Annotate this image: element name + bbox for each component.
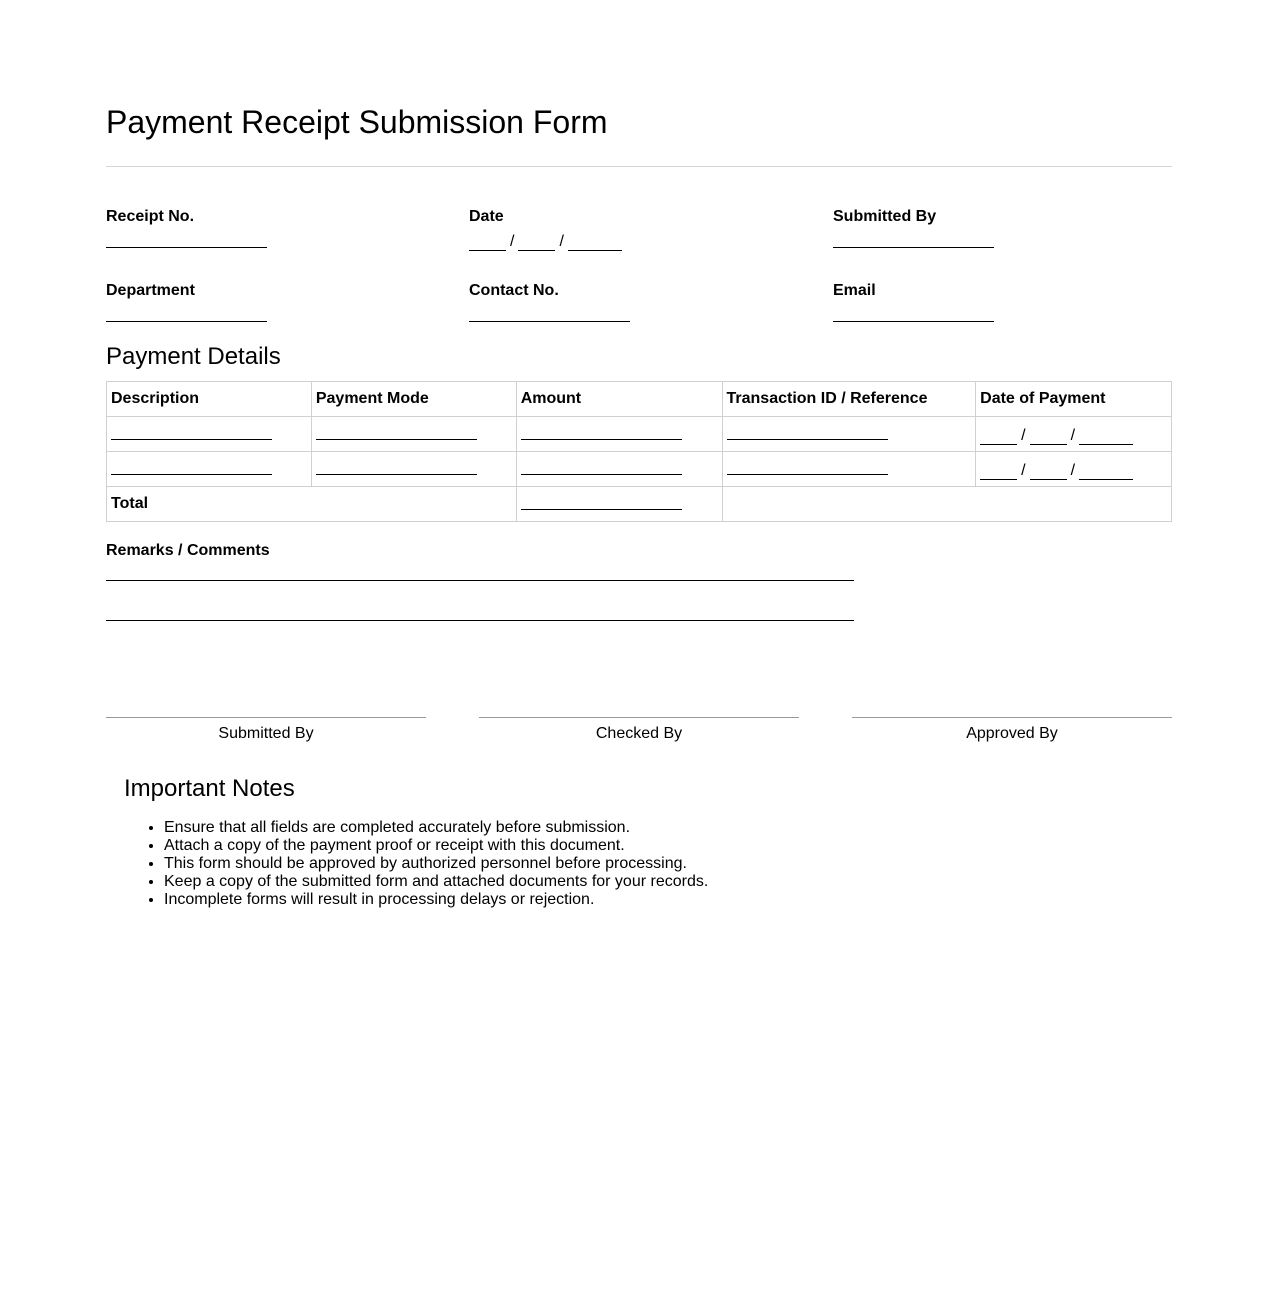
transaction-id-input[interactable] bbox=[727, 474, 888, 475]
date-month-blank[interactable] bbox=[1030, 463, 1067, 480]
column-header-transaction-id: Transaction ID / Reference bbox=[722, 382, 976, 417]
signature-approved-by bbox=[852, 717, 1172, 743]
table-row bbox=[107, 452, 1172, 487]
payment-details-heading: Payment Details bbox=[106, 343, 281, 370]
department-field bbox=[106, 282, 267, 322]
date-separator: / bbox=[1021, 461, 1026, 479]
date-day-blank[interactable] bbox=[980, 463, 1017, 480]
signature-label: Submitted By bbox=[218, 725, 314, 742]
receipt-no-field bbox=[106, 208, 267, 248]
list-item: • Ensure that all fields are completed accurately before submission. bbox=[164, 819, 708, 837]
payment-mode-input[interactable] bbox=[316, 439, 477, 440]
list-item: • Attach a copy of the payment proof or receipt with this document. bbox=[164, 837, 708, 855]
total-amount-input[interactable] bbox=[521, 509, 682, 510]
department-label: Department bbox=[106, 282, 195, 299]
description-input[interactable] bbox=[111, 439, 272, 440]
date-label: Date bbox=[469, 208, 504, 225]
date-month-blank[interactable] bbox=[1030, 428, 1067, 445]
date-separator: / bbox=[559, 233, 564, 250]
list-item: • Incomplete forms will result in processing delays or rejection. bbox=[164, 891, 708, 909]
important-notes-heading: Important Notes bbox=[124, 775, 295, 802]
description-input[interactable] bbox=[111, 474, 272, 475]
date-field bbox=[469, 208, 622, 251]
date-separator: / bbox=[1021, 426, 1026, 444]
date-day-blank[interactable] bbox=[980, 428, 1017, 445]
table-header-row bbox=[107, 382, 1172, 417]
remarks-label: Remarks / Comments bbox=[106, 542, 270, 559]
receipt-no-input[interactable] bbox=[106, 247, 267, 248]
date-year-blank[interactable] bbox=[1079, 428, 1133, 445]
submitted-by-field bbox=[833, 208, 994, 248]
submitted-by-label: Submitted By bbox=[833, 208, 937, 225]
total-row-empty-cell bbox=[722, 487, 1171, 522]
email-label: Email bbox=[833, 282, 876, 299]
email-field bbox=[833, 282, 994, 322]
date-day-blank[interactable] bbox=[469, 234, 506, 251]
total-label: Total bbox=[107, 487, 517, 522]
signature-line[interactable] bbox=[106, 717, 426, 718]
receipt-no-label: Receipt No. bbox=[106, 208, 195, 225]
date-of-payment-input[interactable] bbox=[980, 462, 1167, 480]
amount-input[interactable] bbox=[521, 439, 682, 440]
department-input[interactable] bbox=[106, 321, 267, 322]
remarks-input-line[interactable] bbox=[106, 620, 854, 621]
email-input[interactable] bbox=[833, 321, 994, 322]
important-notes-list bbox=[164, 819, 708, 909]
payment-mode-input[interactable] bbox=[316, 474, 477, 475]
signature-checked-by bbox=[479, 717, 799, 743]
date-of-payment-input[interactable] bbox=[980, 427, 1167, 445]
column-header-date-of-payment: Date of Payment bbox=[976, 382, 1172, 417]
date-separator: / bbox=[510, 233, 515, 250]
date-input[interactable] bbox=[469, 231, 622, 251]
page-title: Payment Receipt Submission Form bbox=[106, 104, 608, 140]
column-header-payment-mode: Payment Mode bbox=[311, 382, 516, 417]
signature-label: Checked By bbox=[595, 725, 683, 742]
remarks-input-line[interactable] bbox=[106, 580, 854, 581]
signature-line[interactable] bbox=[479, 717, 799, 718]
contact-no-field bbox=[469, 282, 630, 322]
contact-no-input[interactable] bbox=[469, 321, 630, 322]
submitted-by-input[interactable] bbox=[833, 247, 994, 248]
list-item: • This form should be approved by authorized personnel before processing. bbox=[164, 855, 708, 873]
payment-details-table bbox=[106, 381, 1172, 522]
date-year-blank[interactable] bbox=[568, 234, 622, 251]
date-year-blank[interactable] bbox=[1079, 463, 1133, 480]
total-row bbox=[107, 487, 1172, 522]
title-divider bbox=[106, 166, 1172, 167]
contact-no-label: Contact No. bbox=[469, 282, 559, 299]
signature-submitted-by bbox=[106, 717, 426, 743]
column-header-amount: Amount bbox=[516, 382, 722, 417]
date-separator: / bbox=[1070, 426, 1076, 444]
column-header-description: Description bbox=[107, 382, 312, 417]
amount-input[interactable] bbox=[521, 474, 682, 475]
date-month-blank[interactable] bbox=[518, 234, 555, 251]
signature-label: Approved By bbox=[966, 725, 1058, 742]
table-row bbox=[107, 417, 1172, 452]
signature-line[interactable] bbox=[852, 717, 1172, 718]
transaction-id-input[interactable] bbox=[727, 439, 888, 440]
date-separator: / bbox=[1070, 461, 1076, 479]
list-item: • Keep a copy of the submitted form and attached documents for your records. bbox=[164, 873, 708, 891]
